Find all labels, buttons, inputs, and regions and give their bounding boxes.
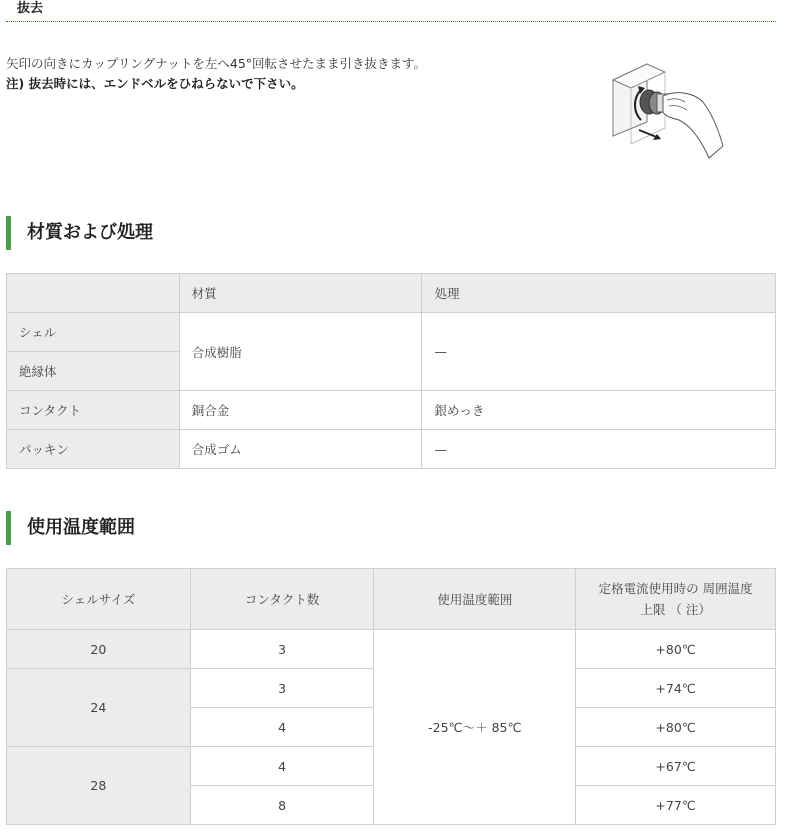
removal-illustration <box>605 50 730 175</box>
temperature-table <box>6 568 776 825</box>
table-header-row <box>7 569 776 630</box>
materials-header-material: 材質 <box>179 274 422 313</box>
materials-table <box>6 273 776 469</box>
header-shell-size: シェルサイズ <box>7 569 191 630</box>
cell-contact-treatment: 銀めっき <box>422 391 776 430</box>
cell-temperature-range: -25℃～＋ 85℃ <box>374 630 576 825</box>
cell-ambient-limit: +77℃ <box>576 786 776 825</box>
header-contact-count: コンタクト数 <box>190 569 374 630</box>
removal-description <box>6 54 426 94</box>
materials-header-treatment: 処理 <box>422 274 776 313</box>
row-label-packing: パッキン <box>7 430 180 469</box>
cell-ambient-limit: +67℃ <box>576 747 776 786</box>
removal-heading: 抜去 <box>17 1 44 16</box>
table-header-row <box>7 274 776 313</box>
materials-section-title: 材質および処理 <box>6 216 153 250</box>
cell-shell-size: 24 <box>7 669 191 747</box>
cell-contact-count: 8 <box>190 786 374 825</box>
cell-contact-count: 3 <box>190 630 374 669</box>
cell-packing-material: 合成ゴム <box>179 430 422 469</box>
table-row <box>7 430 776 469</box>
cell-ambient-limit: +80℃ <box>576 630 776 669</box>
cell-shell-insulator-treatment: — <box>422 313 776 391</box>
cell-ambient-limit: +74℃ <box>576 669 776 708</box>
row-label-contact: コンタクト <box>7 391 180 430</box>
cell-contact-material: 銅合金 <box>179 391 422 430</box>
cell-shell-size: 20 <box>7 630 191 669</box>
materials-header-blank <box>7 274 180 313</box>
table-row <box>7 313 776 352</box>
cell-packing-treatment: — <box>422 430 776 469</box>
cell-shell-insulator-material: 合成樹脂 <box>179 313 422 391</box>
cell-contact-count: 4 <box>190 708 374 747</box>
cell-contact-count: 3 <box>190 669 374 708</box>
header-ambient-limit-line2: 上限 （ 注） <box>640 602 711 617</box>
row-label-insulator: 絶縁体 <box>7 352 180 391</box>
removal-note: 注) 抜去時には、エンドベルをひねらないで下さい。 <box>6 76 304 91</box>
header-ambient-limit <box>576 569 776 630</box>
dotted-divider <box>6 21 776 22</box>
table-row <box>7 630 776 669</box>
row-label-shell: シェル <box>7 313 180 352</box>
header-temperature-range: 使用温度範囲 <box>374 569 576 630</box>
cell-ambient-limit: +80℃ <box>576 708 776 747</box>
header-ambient-limit-line1: 定格電流使用時の 周囲温度 <box>598 581 753 596</box>
cell-shell-size: 28 <box>7 747 191 825</box>
cell-contact-count: 4 <box>190 747 374 786</box>
table-row <box>7 391 776 430</box>
removal-instruction: 矢印の向きにカップリングナットを左へ45°回転させたまま引き抜きます。 <box>6 56 427 71</box>
temperature-section-title: 使用温度範囲 <box>6 511 135 545</box>
